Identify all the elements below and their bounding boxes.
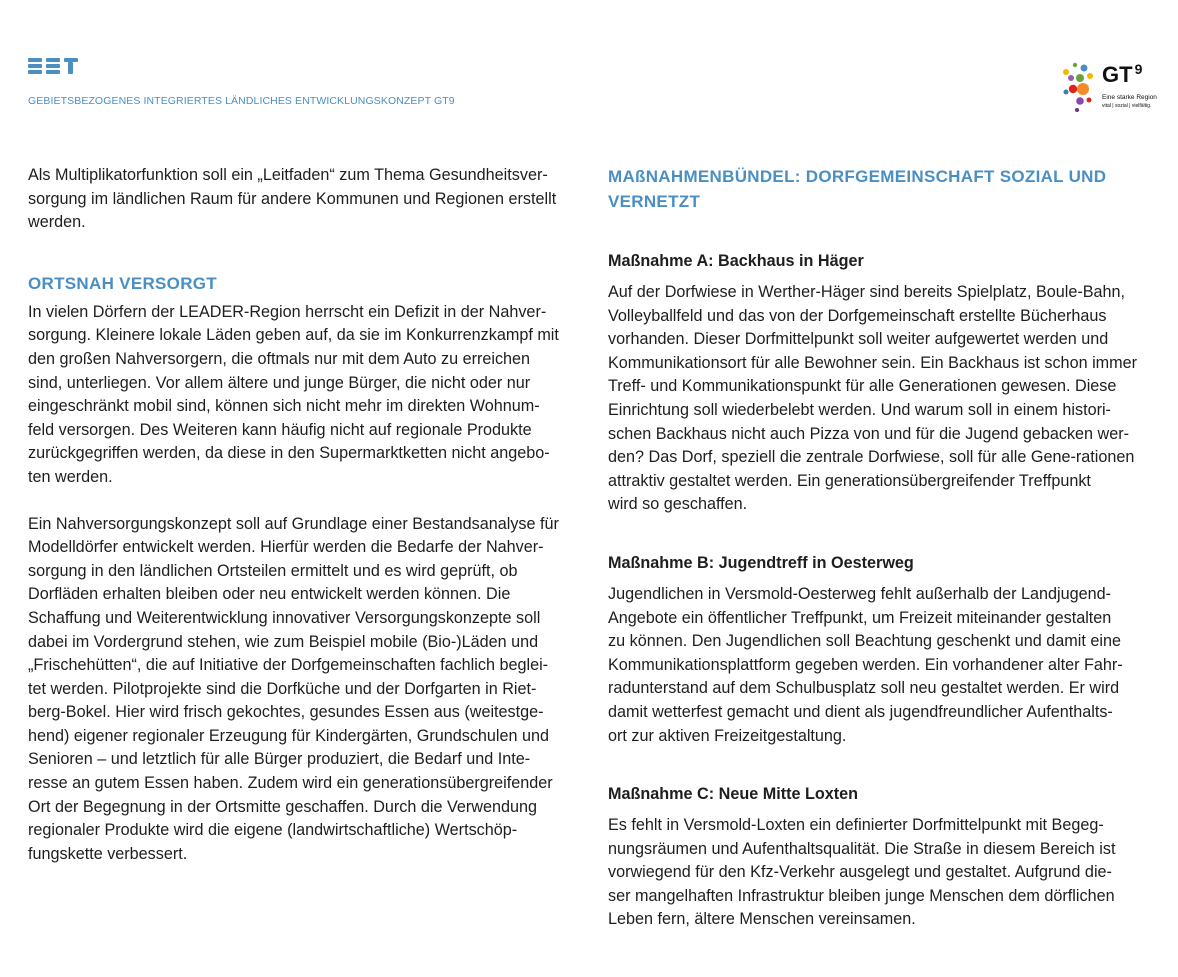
paragraph-ortsnah-2: Ein Nahversorgungskonzept soll auf Grundlage einer Bestandsanalyse für Modelldörfer entwickelt werden. Hierfür werden die Bedarfe der Nahver- sorgung in den ländlichen Ortsteilen ermittelt und es wird geprüft, ob Dorfläden erhalten bleiben oder neu entwickelt werden können. Die Schaffung und Weiterentwicklung innovativer Versorgungskonzepte soll dabei im Vordergrund stehen, wie zum Beispiel mobile (Bio-)Läden und „Frischehütten“, die auf Initiative der Dorfgemeinschaften fachlich beglei- tet werden. Pilotprojekte sind die Dorfküche und der Dorfgarten in Riet- berg-Bokel. Hier wird frisch gekochtes, gesundes Essen aus (weitestge- hend) eigener regionaler Erzeugung für Kindergärten, Grundschulen und Senioren – und letztlich für alle Bürger produziert, die Bedarf und Inte- resse an gutem Essen haben. Zudem wird ein generationsübergreifender Ort der Begegnung in der Ortsmitte geschaffen. Durch die Verwendung regionaler Produkte wird die eigene (landwirtschaftliche) Wertschöp- fungskette verbessert. bbox=[28, 514, 559, 863]
left-column bbox=[28, 164, 584, 866]
intro-paragraph: Als Multiplikatorfunktion soll ein „Leitfaden“ zum Thema Gesundheitsver- sorgung im ländlichen Raum für andere Kommunen und Regionen erstellt werden. bbox=[28, 166, 557, 232]
sst-logo bbox=[27, 56, 79, 76]
measure-text-a: Auf der Dorfwiese in Werther-Häger sind bereits Spielplatz, Boule-Bahn, Volleyballfeld und das von der Dorfgemeinschaft erstellte Bücherhaus vorhanden. Dieser Dorfmittelpunkt soll weiter aufgewertet werden und Kommunikationsort für alle Bewohner sein. Ein Backhaus ist schon immer Treff- und Kommunikationspunkt für alle Generationen gewesen. Diese Einrichtung soll wiederbelebt werden. Und warum soll in einem histori- schen Backhaus nicht auch Pizza von und für die Jugend gebacken wer- den? Das Dorf, speziell die zentrale Dorfwiese, soll für alle Gene-rationen attraktiv gestaltet werden. Ein generationsübergreifender Treffpunkt wird so geschaffen. bbox=[608, 283, 1138, 514]
document-subtitle: GEBIETSBEZOGENES INTEGRIERTES LÄNDLICHES ENTWICKLUNGSKONZEPT GT9 bbox=[28, 95, 455, 107]
measure-title-b: Maßnahme B: Jugendtreff in Oesterweg bbox=[608, 553, 914, 572]
colored-dots-icon bbox=[1058, 56, 1102, 118]
section-title-massnahmen: MAßNAHMENBÜNDEL: DORFGEMEINSCHAFT SOZIAL UND VERNETZT bbox=[608, 167, 1107, 211]
right-column bbox=[608, 164, 1164, 932]
gt9-logo bbox=[1058, 56, 1168, 118]
gt9-tagline: Eine starke Region bbox=[1102, 94, 1157, 101]
measure-title-c: Maßnahme C: Neue Mitte Loxten bbox=[608, 785, 859, 804]
measure-text-c: Es fehlt in Versmold-Loxten ein definierter Dorfmittelpunkt mit Begeg- nungsräumen und Aufenthaltsqualität. Die Straße in diesem Bereich ist vorwiegend für den Kfz-Verkehr ausgelegt und gestaltet. Aufgrund die- ser mangelhaften Infrastruktur bleiben junge Menschen dem dörflichen Leben fern, ältere Menschen vereinsamen. bbox=[608, 816, 1116, 929]
paragraph-ortsnah-1: In vielen Dörfern der LEADER-Region herrscht ein Defizit in der Nahver- sorgung. Kleinere lokale Läden geben auf, da sie im Konkurrenzkampf mit den großen Nahversorgern, die oftmals nur mit dem Auto zu erreichen sind, unterliegen. Vor allem ältere und junge Bürger, die nicht oder nur eingeschränkt mobil sind, können sich nicht mehr im direkten Wohnum- feld versorgen. Des Weiteren kann häufig nicht auf regionale Produkte zurückgegriffen werden, da diese in den Supermarktketten nicht angebo- ten werden. bbox=[28, 302, 559, 486]
gt9-title: GT $^9$ bbox=[1102, 61, 1143, 87]
section-title-ortsnah: ORTSNAH VERSORGT bbox=[28, 273, 217, 293]
measure-text-b: Jugendlichen in Versmold-Oesterweg fehlt außerhalb der Landjugend- Angebote ein öffentlicher Treffpunkt, um Freizeit miteinander gestalten zu können. Den Jugendlichen soll Beachtung geschenkt und damit eine Kommunikationsplattform gegeben werden. Ein vorhandener alter Fahr- radunterstand auf dem Schulbusplatz soll neu gestaltet werden. Er wird damit wetterfest gemacht und dient als jugendfreundlicher Aufenthalts- ort zur aktiven Freizeitgestaltung. bbox=[608, 584, 1123, 745]
measure-title-a: Maßnahme A: Backhaus in Häger bbox=[608, 252, 864, 270]
gt9-subtag: vital | sozial | vielfältig. bbox=[1102, 103, 1152, 109]
